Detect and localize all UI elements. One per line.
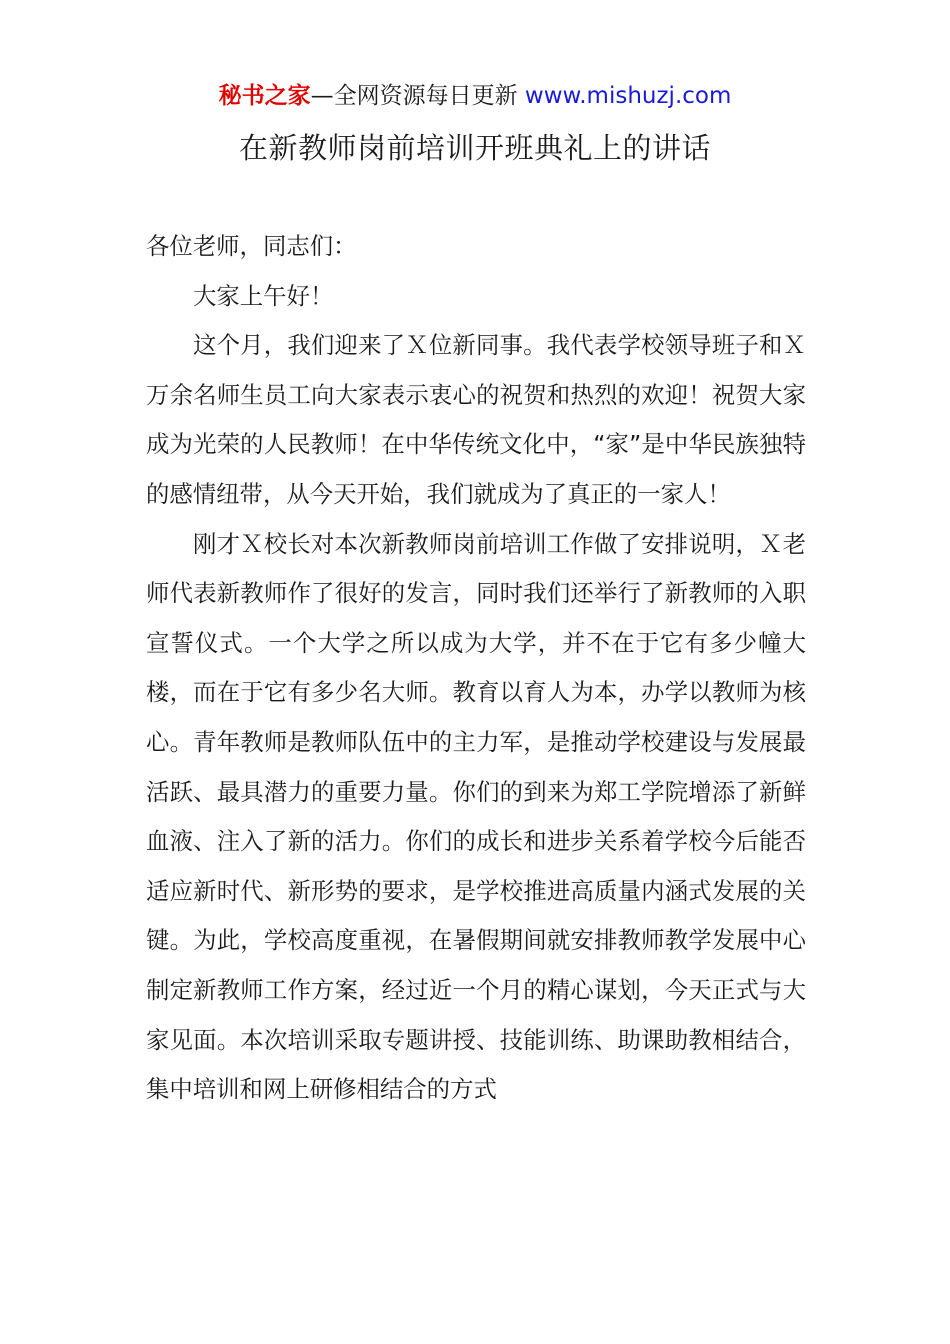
site-url: www.mishuzj.com [524,83,732,109]
site-tagline: —全网资源每日更新 [310,83,518,109]
document-body [146,222,806,1115]
paragraph-welcome: 这个月，我们迎来了Ｘ位新同事。我代表学校领导班子和Ｘ万余名师生员工向大家表示衷心的祝贺和热烈的欢迎！祝贺大家成为光荣的人民教师！在中华传统文化中，“家”是中华民族独特的感情纽带，从今天开始，我们就成为了真正的一家人！ [146,331,806,508]
document-title: 在新教师岗前培训开班典礼上的讲话 [238,131,711,165]
salutation: 各位老师，同志们： [146,232,357,260]
paragraph-greeting: 大家上午好！ [193,281,334,310]
paragraph-training: 刚才Ｘ校长对本次新教师岗前培训工作做了安排说明，Ｘ老师代表新教师作了很好的发言，同时我们还举行了新教师的入职宣誓仪式。一个大学之所以成为大学，并不在于它有多少幢大楼，而在于它有多少名大师。教育以育人为本，办学以教师为核心。青年教师是教师队伍中的主力军，是推动学校建设与发展最活跃、最具潜力的重要力量。你们的到来为郑工学院增添了新鲜血液、注入了新的活力。你们的成长和进步关系着学校今后能否适应新时代、新形势的要求，是学校推进高质量内涵式发展的关键。为此，学校高度重视，在暑假期间就安排教师教学发展中心制定新教师工作方案，经过近一个月的精心谋划，今天正式与大家见面。本次培训采取专题讲授、技能训练、助课助教相结合，集中培训和网上研修相结合的方式 [146,529,806,1104]
site-header [0,80,950,112]
brand-name: 秘书之家 [218,83,311,109]
